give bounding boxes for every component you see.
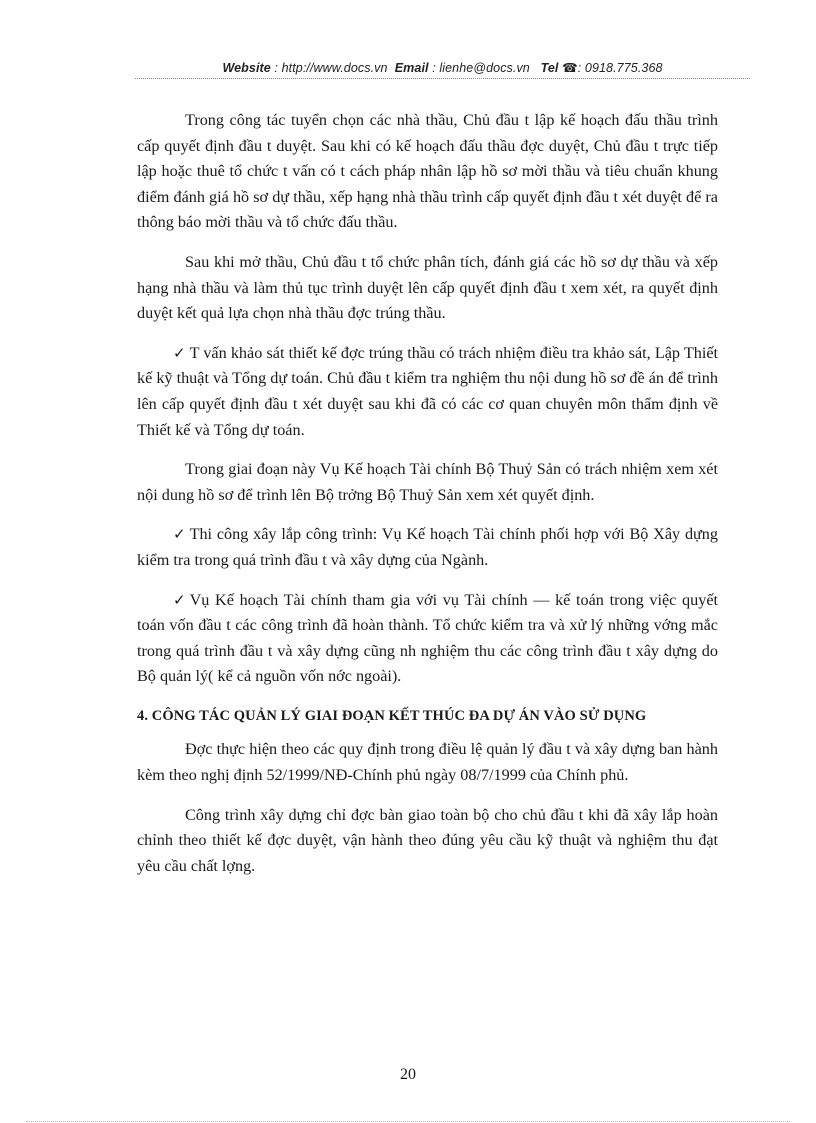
checklist-item-2 [137,522,718,573]
tel-label: Tel [540,61,559,75]
checklist-item-1 [137,341,718,443]
checkmark-icon: ✓ [173,525,186,544]
paragraph-1: Trong công tác tuyển chọn các nhà thầu, Chủ đầu t lập kế hoạch đấu thầu trình cấp quyết định đầu t duyệt. Sau khi có kế hoạch đấu thầu đợc duyệt, Chủ đầu t trực tiếp lập hoặc thuê tổ chức t vấn có t cách pháp nhân lập hồ sơ mời thầu và tiêu chuẩn khung điểm đánh giá hồ sơ dự thầu, xếp hạng nhà thầu trình cấp quyết định đầu t xét duyệt để ra thông báo mời thầu và tổ chức đấu thầu. [137,111,718,232]
paragraph-4: Trong giai đoạn này Vụ Kế hoạch Tài chính Bộ Thuỷ Sản có trách nhiệm xem xét nội dung hồ sơ để trình lên Bộ trởng Bộ Thuỷ Sản xem xét quyết định. [137,460,718,504]
tel-value: : 0918.775.368 [577,61,663,75]
document-body [137,108,718,893]
footer-divider [26,1121,790,1122]
paragraph-7: Đợc thực hiện theo các quy định trong điều lệ quản lý đầu t và xây dựng ban hành kèm theo nghị định 52/1999/NĐ-Chính phủ ngày 08/7/1999 của Chính phủ. [137,740,718,785]
page-number: 20 [400,1066,416,1083]
section-heading: 4. CÔNG TÁC QUẢN LÝ GIAI ĐOẠN KẾT THÚC ĐA DỰ ÁN VÀO SỬ DỤNG [137,707,647,724]
phone-icon: ☎ [562,61,578,75]
email-value[interactable]: : lienhe@docs.vn [432,61,530,75]
email-label: Email [394,61,429,75]
header-divider [135,78,750,79]
paragraph-8: Công trình xây dựng chỉ đợc bàn giao toàn bộ cho chủ đầu t khi đã xây lắp hoàn chỉnh theo thiết kế đợc duyệt, vận hành theo đúng yêu cầu kỹ thuật và nghiệm thu đạt yêu cầu chất lợng. [137,805,718,875]
checkmark-icon: ✓ [173,343,186,362]
checklist-item-1-text: T vấn khảo sát thiết kế đợc trúng thầu có trách nhiệm điều tra khảo sát, Lập Thiết kế kỹ thuật và Tổng dự toán. Chủ đầu t kiểm tra nghiệm thu nội dung hồ sơ đề án để trình lên cấp quyết định đầu t xét duyệt sau khi đã có các cơ quan chuyên môn thẩm định về Thiết kế và Tổng dự toán. [137,343,718,439]
checklist-item-2-text: Thi công xây lắp công trình: Vụ Kế hoạch Tài chính phối hợp với Bộ Xây dựng kiểm tra trong quá trình đầu t và xây dựng của Ngành. [137,525,718,569]
paragraph-2: Sau khi mở thầu, Chủ đầu t tổ chức phân tích, đánh giá các hồ sơ dự thầu và xếp hạng nhà thầu và làm thủ tục trình duyệt lên cấp quyết định đầu t xem xét, ra quyết định duyệt kết quả lựa chọn nhà thầu đợc trúng thầu. [137,252,718,323]
website-label: Website [222,61,271,75]
checklist-item-3 [137,588,718,690]
checklist-item-3-text: Vụ Kế hoạch Tài chính tham gia với vụ Tài chính — kế toán trong việc quyết toán vốn đầu t các công trình đã hoàn thành. Tổ chức kiểm tra và xử lý những vớng mắc trong quá trình đầu t và xây dựng cũng nh nghiệm thu các công trình đầu t xây dựng do Bộ quản lý( kể cả nguồn vốn nớc ngoài). [137,590,718,686]
checkmark-icon: ✓ [173,590,186,609]
page-header [135,60,750,75]
website-value[interactable]: : http://www.docs.vn [274,61,388,75]
